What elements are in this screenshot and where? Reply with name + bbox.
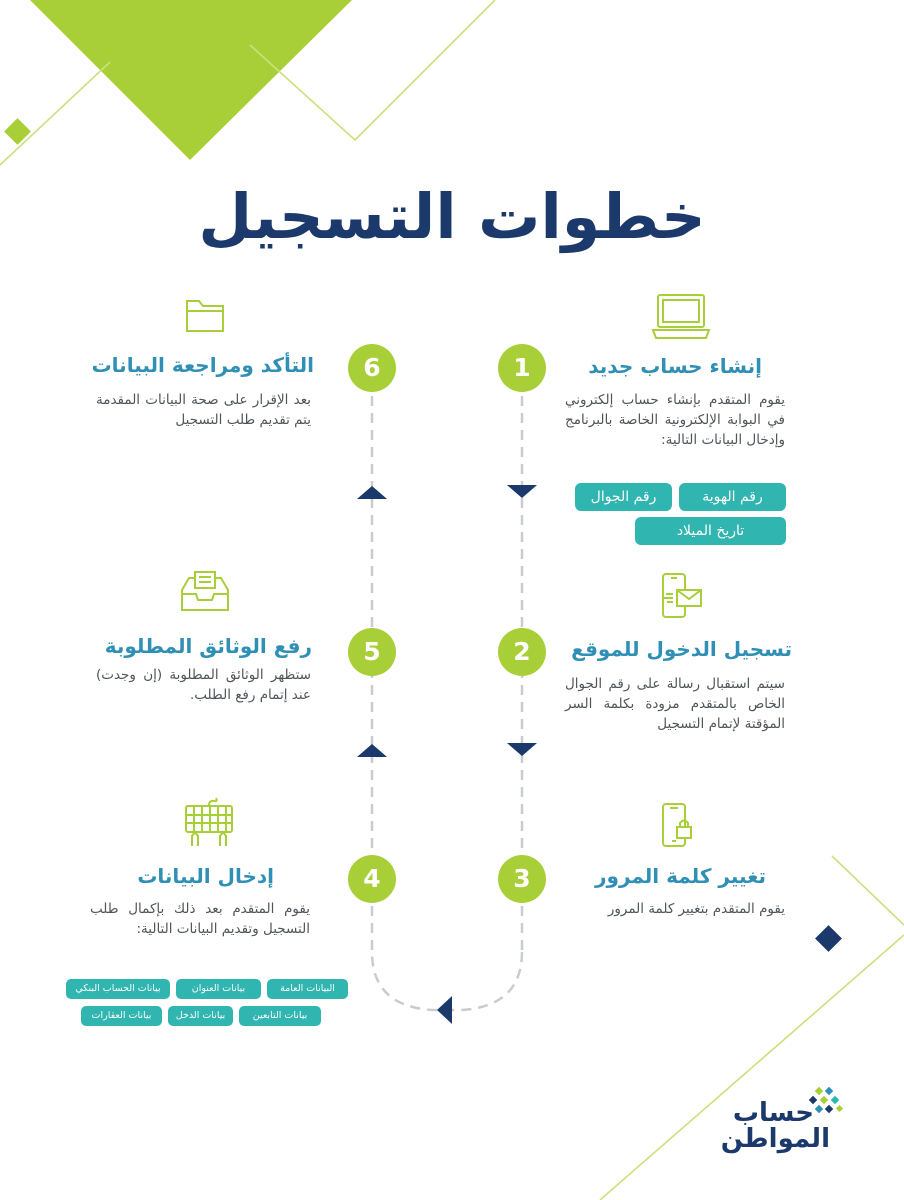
step-number-circle: 6 [348, 344, 396, 392]
data-tag: رقم الهوية [679, 483, 786, 511]
step-description: يقوم المتقدم بتغيير كلمة المرور [607, 901, 785, 917]
step-description: يقوم المتقدم بإنشاء حساب إلكتروني في البوابة الإلكترونية الخاصة بالبرنامج وإدخال البيانات التالية: [565, 392, 785, 448]
laptop-icon [650, 292, 712, 342]
up-arrow-icon [357, 486, 387, 499]
step-number-circle: 4 [348, 855, 396, 903]
inbox-tray-icon [180, 570, 230, 614]
step-number-circle: 1 [498, 344, 546, 392]
step-title: التأكد ومراجعة البيانات [91, 353, 314, 377]
step-number-circle: 5 [348, 628, 396, 676]
down-arrow-icon [507, 485, 537, 498]
logo-text-line2: المواطن [720, 1124, 830, 1154]
data-tag: بيانات العقارات [81, 1006, 162, 1026]
keyboard-icon [184, 796, 234, 848]
phone-message-icon [660, 572, 704, 620]
phone-lock-icon [660, 802, 694, 848]
data-tag: بيانات التابعين [239, 1006, 321, 1026]
step-title: إدخال البيانات [137, 864, 274, 888]
step-description: سيتم استقبال رسالة على رقم الجوال الخاص بالمتقدم مزودة بكلمة السر المؤقتة لإتمام التسجيل [565, 676, 785, 732]
step-number-circle: 2 [498, 628, 546, 676]
step-title: إنشاء حساب جديد [588, 354, 762, 378]
data-tag: بيانات الحساب البنكي [66, 979, 170, 999]
step-title: تغيير كلمة المرور [595, 864, 766, 888]
data-tag: بيانات العنوان [176, 979, 261, 999]
down-arrow-icon [507, 743, 537, 756]
step-description: ستظهر الوثائق المطلوبة (إن وجدت) عند إتمام رفع الطلب. [96, 667, 311, 703]
left-arrow-icon [437, 996, 452, 1024]
folder-icon [184, 297, 226, 335]
data-tag: تاريخ الميلاد [635, 517, 786, 545]
step-number-circle: 3 [498, 855, 546, 903]
step-description: بعد الإقرار على صحة البيانات المقدمة يتم تقديم طلب التسجيل [96, 392, 311, 428]
data-tag: بيانات الدخل [168, 1006, 233, 1026]
data-tag: البيانات العامة [267, 979, 348, 999]
logo-text-line1: حساب [732, 1098, 814, 1128]
data-tag: رقم الجوال [575, 483, 672, 511]
page-title: خطوات التسجيل [198, 180, 706, 253]
step-description: يقوم المتقدم بعد ذلك بإكمال طلب التسجيل وتقديم البيانات التالية: [90, 901, 310, 937]
step-title: رفع الوثائق المطلوبة [104, 634, 312, 658]
step-title: تسجيل الدخول للموقع [571, 637, 792, 661]
up-arrow-icon [357, 744, 387, 757]
